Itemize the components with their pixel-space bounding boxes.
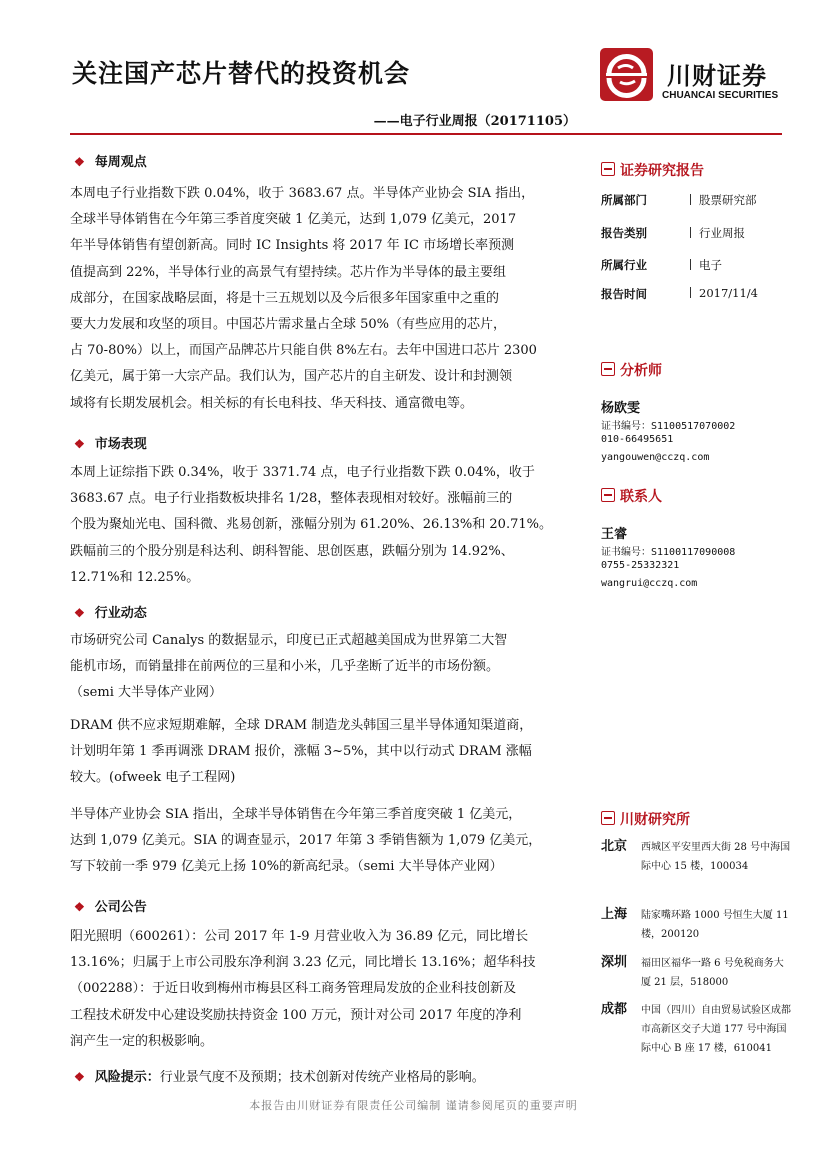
- text-line: （semi 大半导体产业网）: [70, 685, 222, 701]
- text-line: 本周上证综指下跌 0.34%，收于 3371.74 点，电子行业指数下跌 0.04%，收于: [70, 465, 535, 480]
- meta-value: 股票研究部: [690, 192, 757, 208]
- sidebar-heading-contact: 联系人: [601, 486, 662, 506]
- analyst-email[interactable]: yangouwen@cczq.com: [601, 452, 710, 463]
- office-city: 上海: [601, 907, 628, 922]
- section-heading-industry: ❖ 行业动态: [74, 606, 147, 621]
- text-line: 年半导体销售有望创新高。同时 IC Insights 将 2017 年 IC 市场增长率预测: [70, 238, 515, 254]
- text-line: 跌幅前三的个股分别是科达利、朗科智能、思创医惠，跌幅分别为 14.92%、: [70, 543, 514, 559]
- meta-key: 所属行业: [601, 258, 647, 272]
- text-line: 计划明年第 1 季再调涨 DRAM 报价，涨幅 3~5%，其中以行动式 DRAM 涨幅: [70, 744, 532, 760]
- diamond-bullet-icon: ❖: [74, 900, 85, 914]
- risk-text: 行业景气度不及预期；技术创新对传统产业格局的影响。: [159, 1070, 485, 1085]
- sidebar-heading-analyst: 分析师: [601, 360, 662, 380]
- section-heading-company: ❖ 公司公告: [74, 900, 147, 915]
- text-line: 12.71%和 12.25%。: [70, 569, 200, 585]
- text-line: 市场研究公司 Canalys 的数据显示，印度已正式超越美国成为世界第二大智: [70, 633, 508, 648]
- risk-warning: [74, 1066, 485, 1085]
- text-line: 半导体产业协会 SIA 指出，全球半导体销售在今年第三季首度突破 1 亿美元，: [70, 807, 522, 822]
- text-line: 要大力发展和攻坚的项目。中国芯片需求量占全球 50%（有些应用的芯片，: [70, 317, 507, 333]
- footer-disclaimer: 本报告由川财证券有限责任公司编制 谨请参阅尾页的重要声明: [249, 1099, 578, 1112]
- meta-value: 2017/11/4: [690, 286, 758, 300]
- meta-key: 报告类别: [601, 226, 647, 240]
- text-line: 个股为聚灿光电、国科微、兆易创新，涨幅分别为 61.20%、26.13%和 20.71%。: [70, 517, 552, 533]
- text-line: （002288）：于近日收到梅州市梅县区科工商务管理局发放的企业科技创新及: [70, 981, 517, 997]
- company-paragraph: [70, 924, 578, 1055]
- contact-cert: 证书编号：S1100117090008: [601, 547, 736, 558]
- text-line: 润产生一定的积极影响。: [70, 1033, 214, 1049]
- industry-paragraph-1: [70, 628, 578, 707]
- text-line: 写下较前一季 979 亿美元上扬 10%的新高纪录。（semi 大半导体产业网）: [70, 859, 503, 875]
- section-heading-market: ❖ 市场表现: [74, 437, 147, 452]
- contact-name: 王睿: [601, 527, 628, 542]
- brand-name: 川财证券: [667, 62, 767, 90]
- risk-label: 风险提示：: [94, 1070, 160, 1085]
- minus-box-icon: [601, 362, 615, 376]
- office-city: 北京: [601, 839, 628, 854]
- sidebar-heading-institute: 川财研究所: [601, 809, 690, 829]
- brand-name-english: CHUANCAI SECURITIES: [662, 90, 779, 101]
- text-line: 3683.67 点。电子行业指数板块排名 1/28，整体表现相对较好。涨幅前三的: [70, 491, 513, 507]
- office-city: 深圳: [601, 955, 628, 970]
- text-line: 13.16%；归属于上市公司股东净利润 3.23 亿元，同比增长 13.16%；超华科技: [70, 955, 536, 971]
- weekly-paragraph: [70, 181, 578, 417]
- text-line: 亿美元，属于第一大宗产品。我们认为，国产芯片的自主研发、设计和封测领: [70, 369, 513, 385]
- contact-email[interactable]: wangrui@cczq.com: [601, 578, 698, 589]
- text-line: DRAM 供不应求短期难解，全球 DRAM 制造龙头韩国三星半导体通知渠道商，: [70, 718, 533, 733]
- minus-box-icon: [601, 488, 615, 502]
- text-line: 值提高到 22%，半导体行业的高景气有望持续。芯片作为半导体的最主要组: [70, 264, 507, 280]
- diamond-bullet-icon: ❖: [74, 437, 85, 451]
- text-line: 工程技术研发中心建设奖励扶持资金 100 万元，预计对公司 2017 年度的净利: [70, 1007, 522, 1023]
- contact-phone: 0755-25332321: [601, 560, 680, 571]
- office-address: 西城区平安里西大街 28 号中海国际中心 15 楼，100034: [641, 842, 791, 872]
- sidebar-heading-report: 证券研究报告: [601, 160, 704, 180]
- diamond-bullet-icon: ❖: [74, 1070, 85, 1084]
- text-line: 阳光照明（600261）：公司 2017 年 1-9 月营业收入为 36.89 亿元，同比增长: [70, 929, 529, 944]
- office-city: 成都: [601, 1002, 628, 1017]
- report-subtitle: ——电子行业周报（20171105）: [373, 114, 576, 129]
- report-title: 关注国产芯片替代的投资机会: [72, 59, 411, 88]
- chuancai-logo-icon: [600, 48, 653, 101]
- text-line: 能机市场，而销量排在前两位的三星和小米，几乎垄断了近半的市场份额。: [70, 659, 500, 675]
- analyst-phone: 010-66495651: [601, 434, 674, 445]
- industry-paragraph-2: [70, 713, 578, 792]
- minus-box-icon: [601, 811, 615, 825]
- text-line: 达到 1,079 亿美元。SIA 的调查显示，2017 年第 3 季销售额为 1,079 亿美元，: [70, 833, 542, 849]
- text-line: 成部分，在国家战略层面，将是十三五规划以及今后很多年国家重中之重的: [70, 290, 500, 306]
- office-address: 福田区福华一路 6 号免税商务大厦 21 层，518000: [641, 958, 784, 988]
- office-address: 陆家嘴环路 1000 号恒生大厦 11 楼，200120: [641, 910, 789, 940]
- header-divider: [70, 133, 782, 135]
- analyst-cert: 证书编号：S1100517070002: [601, 421, 736, 432]
- text-line: 较大。(ofweek 电子工程网): [70, 770, 236, 786]
- diamond-bullet-icon: ❖: [74, 606, 85, 620]
- text-line: 本周电子行业指数下跌 0.04%，收于 3683.67 点。半导体产业协会 SIA 指出，: [70, 186, 535, 201]
- analyst-name: 杨欧雯: [601, 401, 641, 416]
- office-address: 中国（四川）自由贸易试验区成都市高新区交子大道 177 号中海国际中心 B 座 17 楼，610041: [641, 1005, 791, 1054]
- industry-paragraph-3: [70, 802, 578, 881]
- text-line: 全球半导体销售在今年第三季首度突破 1 亿美元，达到 1,079 亿美元，2017: [70, 212, 517, 228]
- text-line: 域将有长期发展机会。相关标的有长电科技、华天科技、通富微电等。: [70, 395, 474, 411]
- diamond-bullet-icon: ❖: [74, 155, 85, 169]
- text-line: 占 70-80%）以上，而国产品牌芯片只能自供 8%左右。去年中国进口芯片 2300: [70, 343, 537, 359]
- minus-box-icon: [601, 162, 615, 176]
- meta-key: 所属部门: [601, 193, 647, 207]
- meta-value: 电子: [690, 257, 722, 273]
- meta-value: 行业周报: [690, 225, 745, 241]
- market-paragraph: [70, 460, 578, 591]
- meta-key: 报告时间: [601, 287, 647, 301]
- section-heading-weekly: ❖ 每周观点: [74, 155, 147, 170]
